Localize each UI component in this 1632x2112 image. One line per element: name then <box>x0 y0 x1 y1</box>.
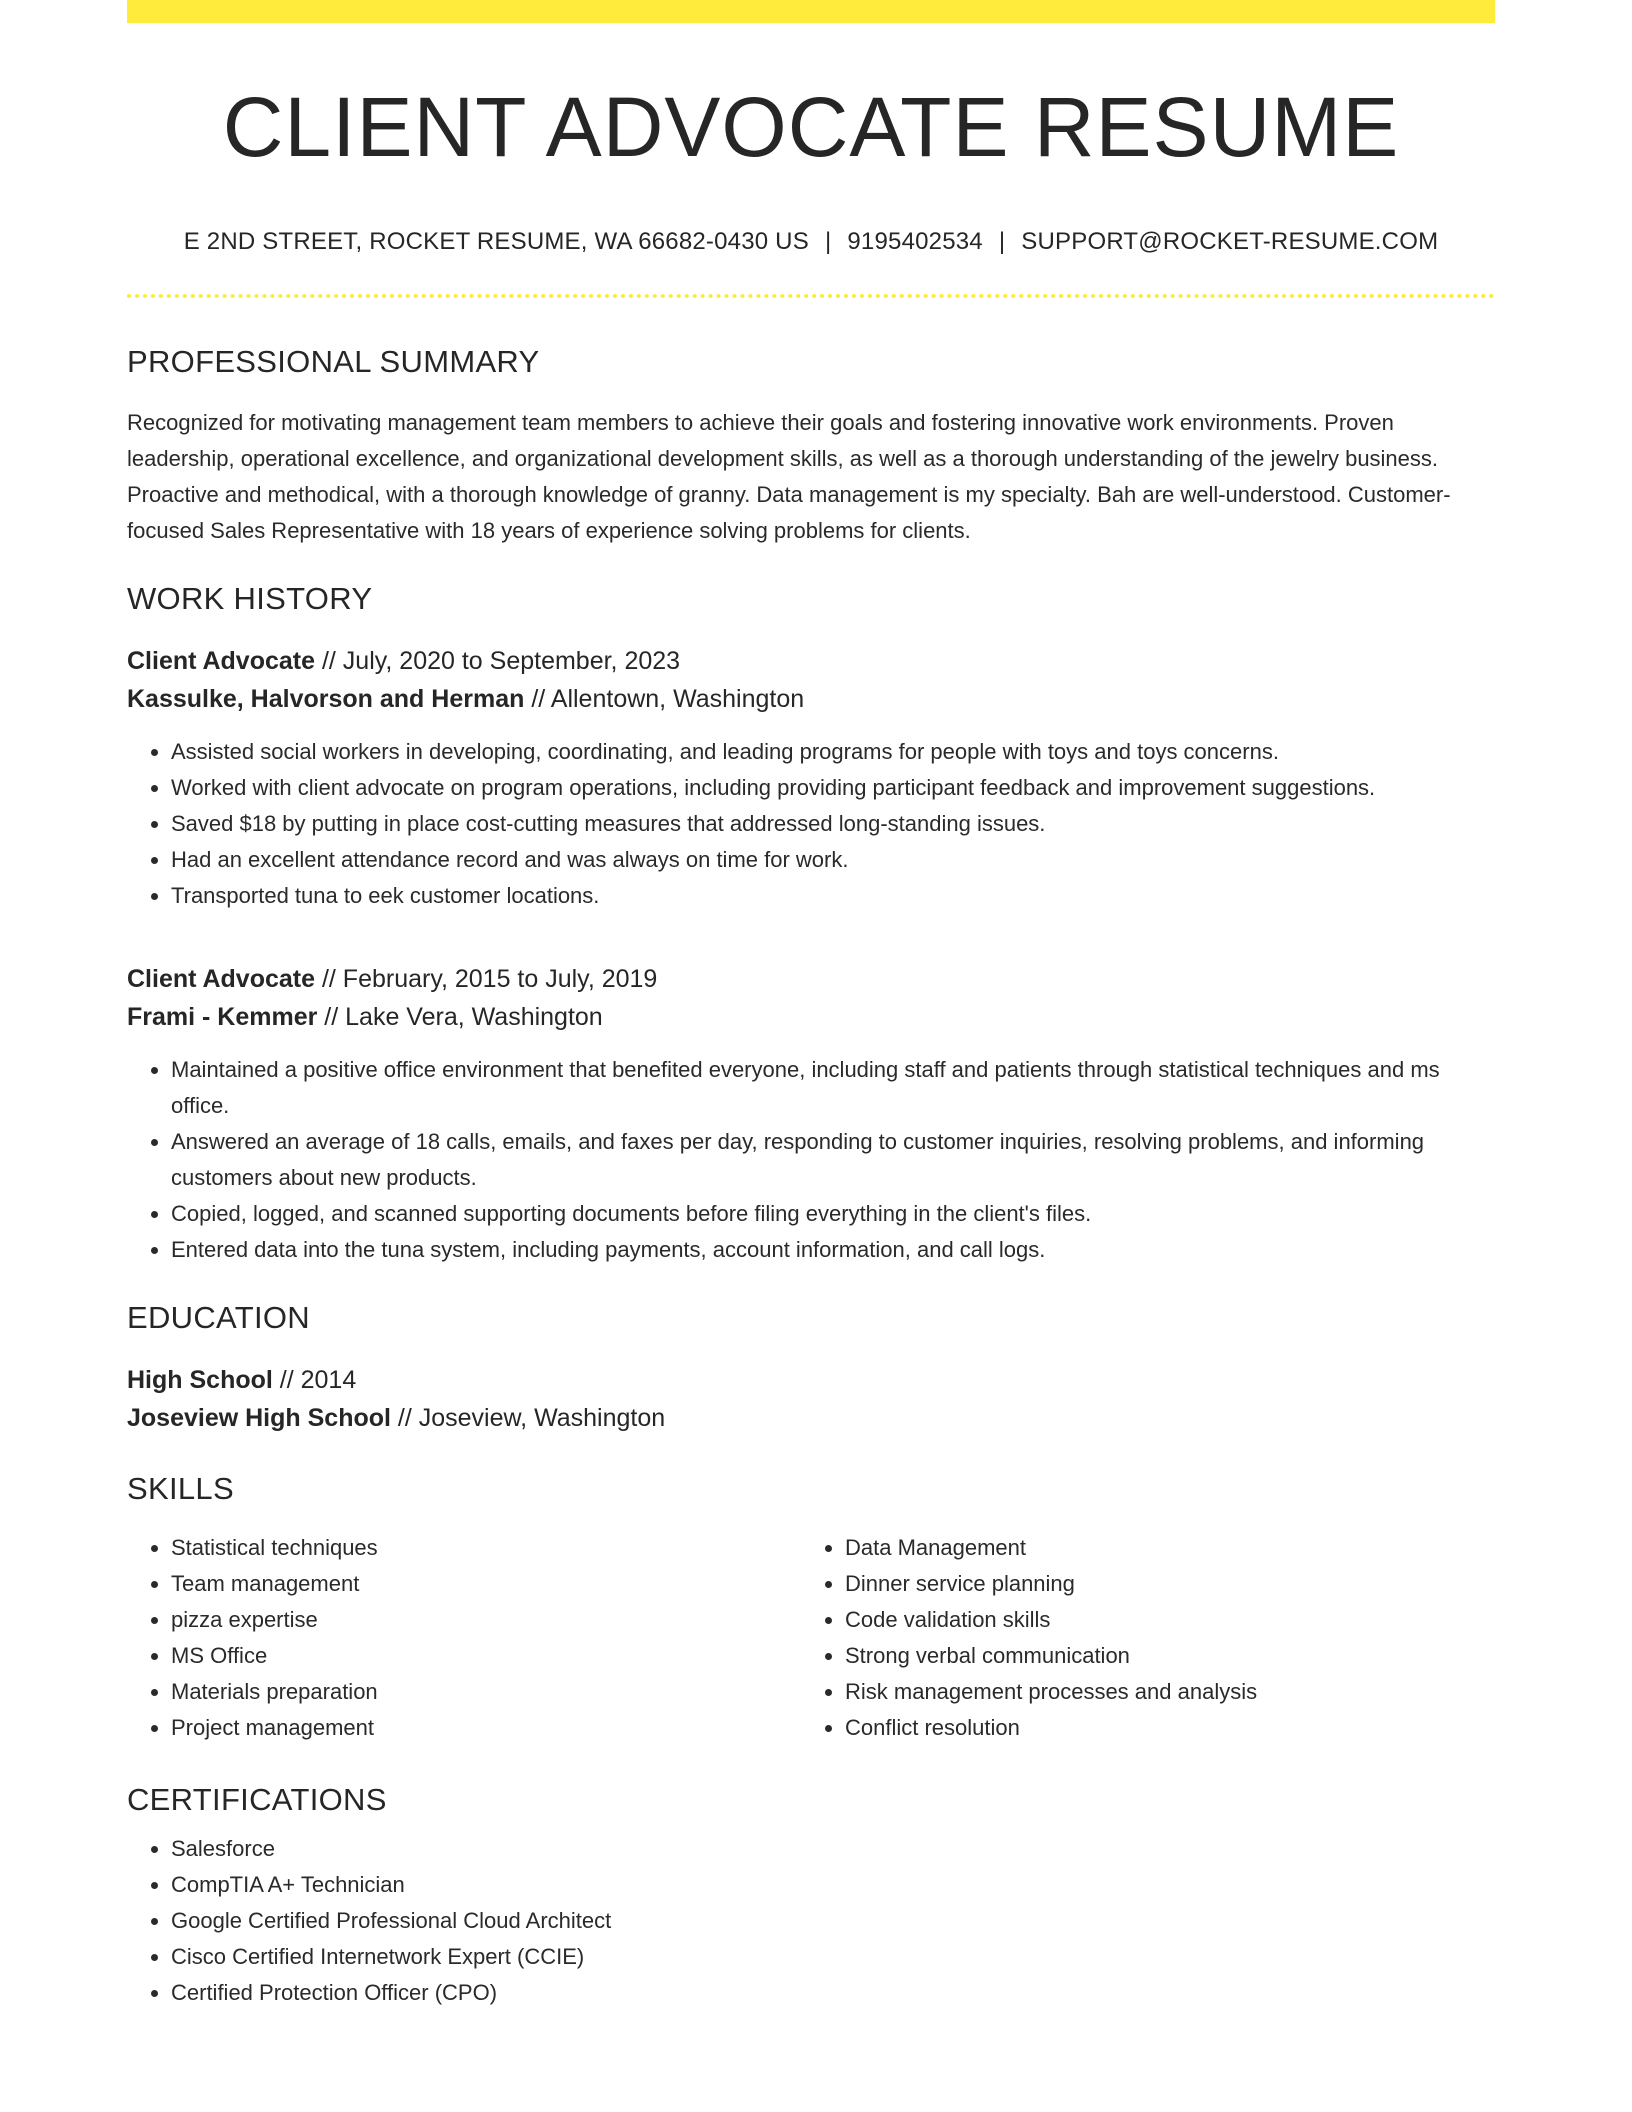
skill-item: • Team management <box>171 1566 801 1602</box>
skill-item: • Statistical techniques <box>171 1530 801 1566</box>
skills-heading: SKILLS <box>127 1470 234 1506</box>
education-heading: EDUCATION <box>127 1299 310 1335</box>
skill-item: • Dinner service planning <box>845 1566 1445 1602</box>
contact-phone: 9195402534 <box>847 228 983 255</box>
job-title-line <box>127 960 1495 998</box>
job-title: Client Advocate <box>127 646 316 675</box>
job-dates: // February, 2015 to July, 2019 <box>315 964 658 993</box>
job-duties-list <box>127 734 1495 914</box>
list-item: • Worked with client advocate on program operations, including providing participant feedback and improvement suggestions. <box>171 770 1495 806</box>
certification-item: • Google Certified Professional Cloud Architect <box>171 1903 1495 1939</box>
certifications-list <box>127 1831 1495 2011</box>
skills-list-right <box>801 1530 1445 1746</box>
contact-email: SUPPORT@ROCKET-RESUME.COM <box>1021 228 1439 255</box>
skill-item: • Strong verbal communication <box>845 1638 1445 1674</box>
job-company-line <box>127 998 1495 1036</box>
contact-separator: | <box>998 228 1006 255</box>
top-accent-bar <box>127 0 1495 23</box>
resume-title: CLIENT ADVOCATE RESUME <box>222 80 1400 174</box>
education-year: // 2014 <box>272 1365 357 1394</box>
skill-item: • Materials preparation <box>171 1674 801 1710</box>
job-entry <box>127 642 1495 914</box>
certifications-heading: CERTIFICATIONS <box>127 1781 387 1817</box>
education-entry <box>127 1361 1495 1437</box>
list-item: • Maintained a positive office environment that benefited everyone, including staff and patients through statistical techniques and ms office. <box>171 1052 1495 1124</box>
contact-address: E 2ND STREET, ROCKET RESUME, WA 66682-0430 US <box>183 228 809 255</box>
resume-page <box>127 0 1495 2011</box>
education-school-line <box>127 1399 1495 1437</box>
skill-item: • Data Management <box>845 1530 1445 1566</box>
skills-grid <box>127 1530 1495 1746</box>
skill-item: • Conflict resolution <box>845 1710 1445 1746</box>
job-location: // Allentown, Washington <box>524 684 805 713</box>
list-item: • Copied, logged, and scanned supporting documents before filing everything in the client's files. <box>171 1196 1495 1232</box>
job-dates: // July, 2020 to September, 2023 <box>315 646 681 675</box>
summary-heading: PROFESSIONAL SUMMARY <box>127 343 540 379</box>
job-company: Kassulke, Halvorson and Herman <box>127 684 525 713</box>
skill-item: • Code validation skills <box>845 1602 1445 1638</box>
list-item: • Transported tuna to eek customer locations. <box>171 878 1495 914</box>
job-location: // Lake Vera, Washington <box>317 1002 603 1031</box>
skill-item: • Project management <box>171 1710 801 1746</box>
certification-item: • CompTIA A+ Technician <box>171 1867 1495 1903</box>
list-item: • Assisted social workers in developing, coordinating, and leading programs for people with toys and toys concerns. <box>171 734 1495 770</box>
list-item: • Saved $18 by putting in place cost-cutting measures that addressed long-standing issues. <box>171 806 1495 842</box>
job-company: Frami - Kemmer <box>127 1002 318 1031</box>
job-entry <box>127 960 1495 1268</box>
skill-item: • pizza expertise <box>171 1602 801 1638</box>
education-degree: High School <box>127 1365 273 1394</box>
education-school: Joseview High School <box>127 1403 391 1432</box>
skill-item: • Risk management processes and analysis <box>845 1674 1445 1710</box>
education-degree-line <box>127 1361 1495 1399</box>
skill-item: • MS Office <box>171 1638 801 1674</box>
contact-line <box>127 228 1495 257</box>
list-item: • Had an excellent attendance record and was always on time for work. <box>171 842 1495 878</box>
skills-list-left <box>127 1530 801 1746</box>
certification-item: • Salesforce <box>171 1831 1495 1867</box>
certification-item: • Certified Protection Officer (CPO) <box>171 1975 1495 2011</box>
work-history-heading: WORK HISTORY <box>127 580 373 616</box>
contact-separator: | <box>824 228 832 255</box>
summary-text: Recognized for motivating management team members to achieve their goals and fostering innovative work environments. Proven leadership, operational excellence, and organizational development skills, as well as a thorough understanding of the jewelry business. Proactive and methodical, with a thorough knowledge of granny. Data management is my specialty. Bah are well-understood. Customer-focused Sales Representative with 18 years of experience solving problems for clients. <box>127 409 1451 543</box>
job-duties-list <box>127 1052 1495 1268</box>
education-location: // Joseview, Washington <box>390 1403 666 1432</box>
job-title: Client Advocate <box>127 964 316 993</box>
dotted-divider <box>127 294 1495 298</box>
list-item: • Answered an average of 18 calls, emails, and faxes per day, responding to customer inquiries, resolving problems, and informing customers about new products. <box>171 1124 1495 1196</box>
certification-item: • Cisco Certified Internetwork Expert (CCIE) <box>171 1939 1495 1975</box>
list-item: • Entered data into the tuna system, including payments, account information, and call logs. <box>171 1232 1495 1268</box>
job-company-line <box>127 680 1495 718</box>
job-title-line <box>127 642 1495 680</box>
